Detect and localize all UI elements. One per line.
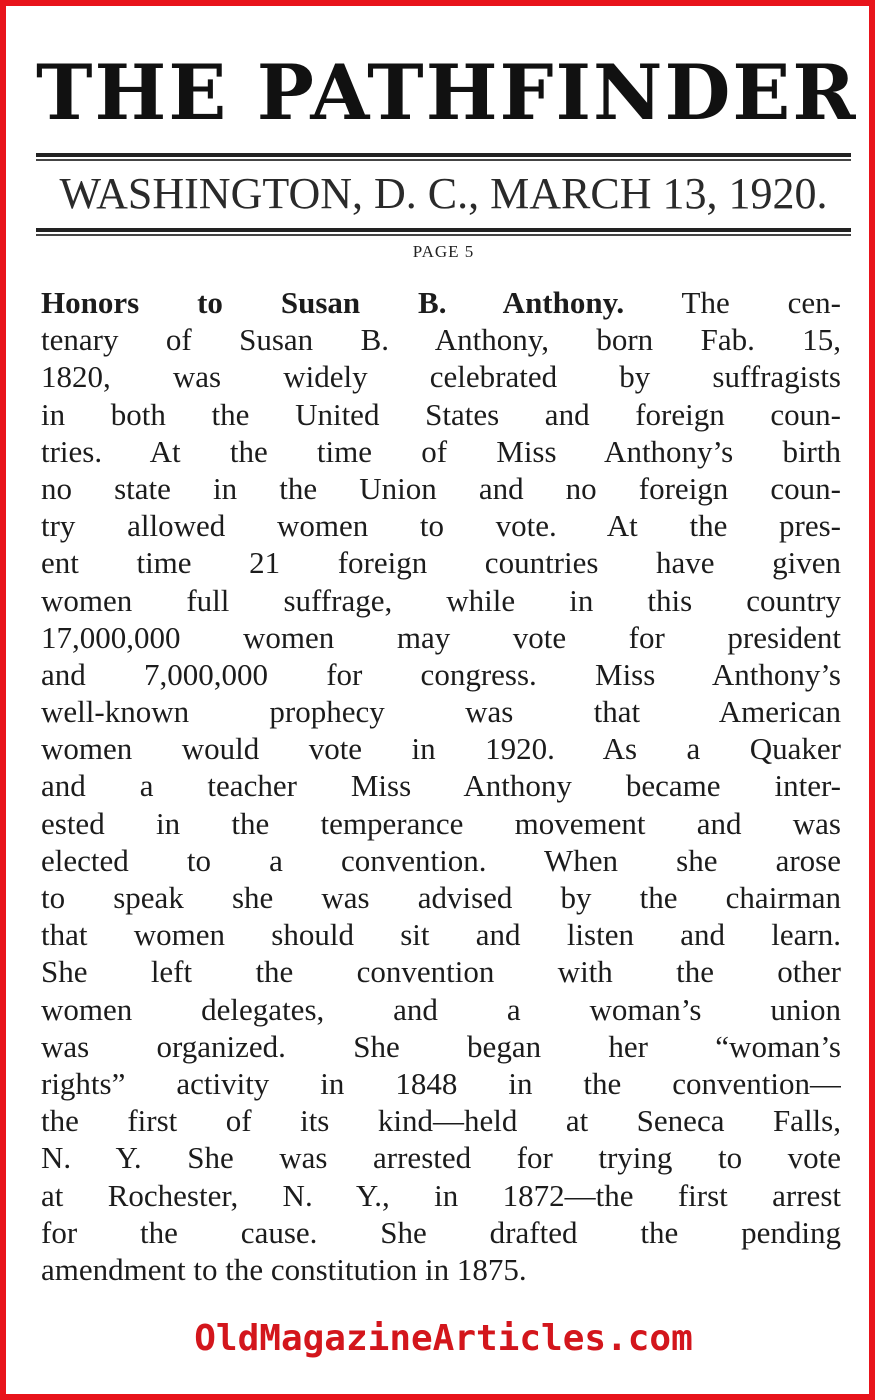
article-line: tenary of Susan B. Anthony, born Fab. 15, — [41, 322, 841, 358]
article-line: to speak she was advised by the chairman — [41, 880, 841, 915]
article-line: was organized. She began her “woman’s — [41, 1028, 841, 1064]
article-line: N. Y. She was arrested for trying to vote — [41, 1140, 841, 1176]
page-number: PAGE 5 — [412, 242, 475, 261]
article-line: ested in the temperance movement and was — [41, 805, 841, 841]
masthead-rule-top-thin — [36, 159, 851, 161]
dateline: WASHINGTON, D. C., MARCH 13, 1920. — [59, 169, 828, 218]
dateline-rule — [36, 228, 851, 232]
masthead-title: THE PATHFINDER — [36, 48, 858, 137]
article-line: at Rochester, N. Y., in 1872—the first arrest — [41, 1177, 841, 1213]
masthead-rule-top — [36, 153, 851, 157]
article-line: 17,000,000 women may vote for president — [41, 619, 841, 655]
article-line: in both the United States and foreign coun- — [41, 396, 841, 432]
article-line: that women should sit and listen and learn. — [41, 917, 841, 953]
article-line: She left the convention with the other — [41, 954, 841, 990]
article-body — [41, 284, 841, 1288]
article-line: and a teacher Miss Anthony became inter- — [41, 768, 841, 804]
article-line — [41, 284, 841, 321]
article-line-last: amendment to the constitution in 1875. — [41, 1251, 527, 1287]
article-line: elected to a convention. When she arose — [41, 842, 841, 878]
article-headline: Honors to Susan B. Anthony. — [41, 285, 625, 320]
article-line: women delegates, and a woman’s union — [41, 991, 841, 1027]
article-line: try allowed women to vote. At the pres- — [41, 508, 841, 544]
article-line: ent time 21 foreign countries have given — [41, 545, 841, 581]
article-line: 1820, was widely celebrated by suffragists — [41, 359, 841, 395]
article-line: well-known prophecy was that American — [41, 694, 841, 730]
dateline-rule-thin — [36, 234, 851, 236]
article-line: women full suffrage, while in this country — [41, 582, 841, 618]
article-line-text: The cen- — [681, 285, 841, 320]
site-watermark: OldMagazineArticles.com — [194, 1318, 693, 1359]
article-line: tries. At the time of Miss Anthony’s birth — [41, 433, 841, 469]
article-line: women would vote in 1920. As a Quaker — [41, 731, 841, 767]
article-line: and 7,000,000 for congress. Miss Anthony’s — [41, 656, 841, 692]
article-line: rights” activity in 1848 in the convention— — [41, 1065, 841, 1101]
article-line: for the cause. She drafted the pending — [41, 1214, 841, 1250]
article-line: the first of its kind—held at Seneca Falls, — [41, 1103, 841, 1139]
article-line: no state in the Union and no foreign coun- — [41, 470, 841, 506]
